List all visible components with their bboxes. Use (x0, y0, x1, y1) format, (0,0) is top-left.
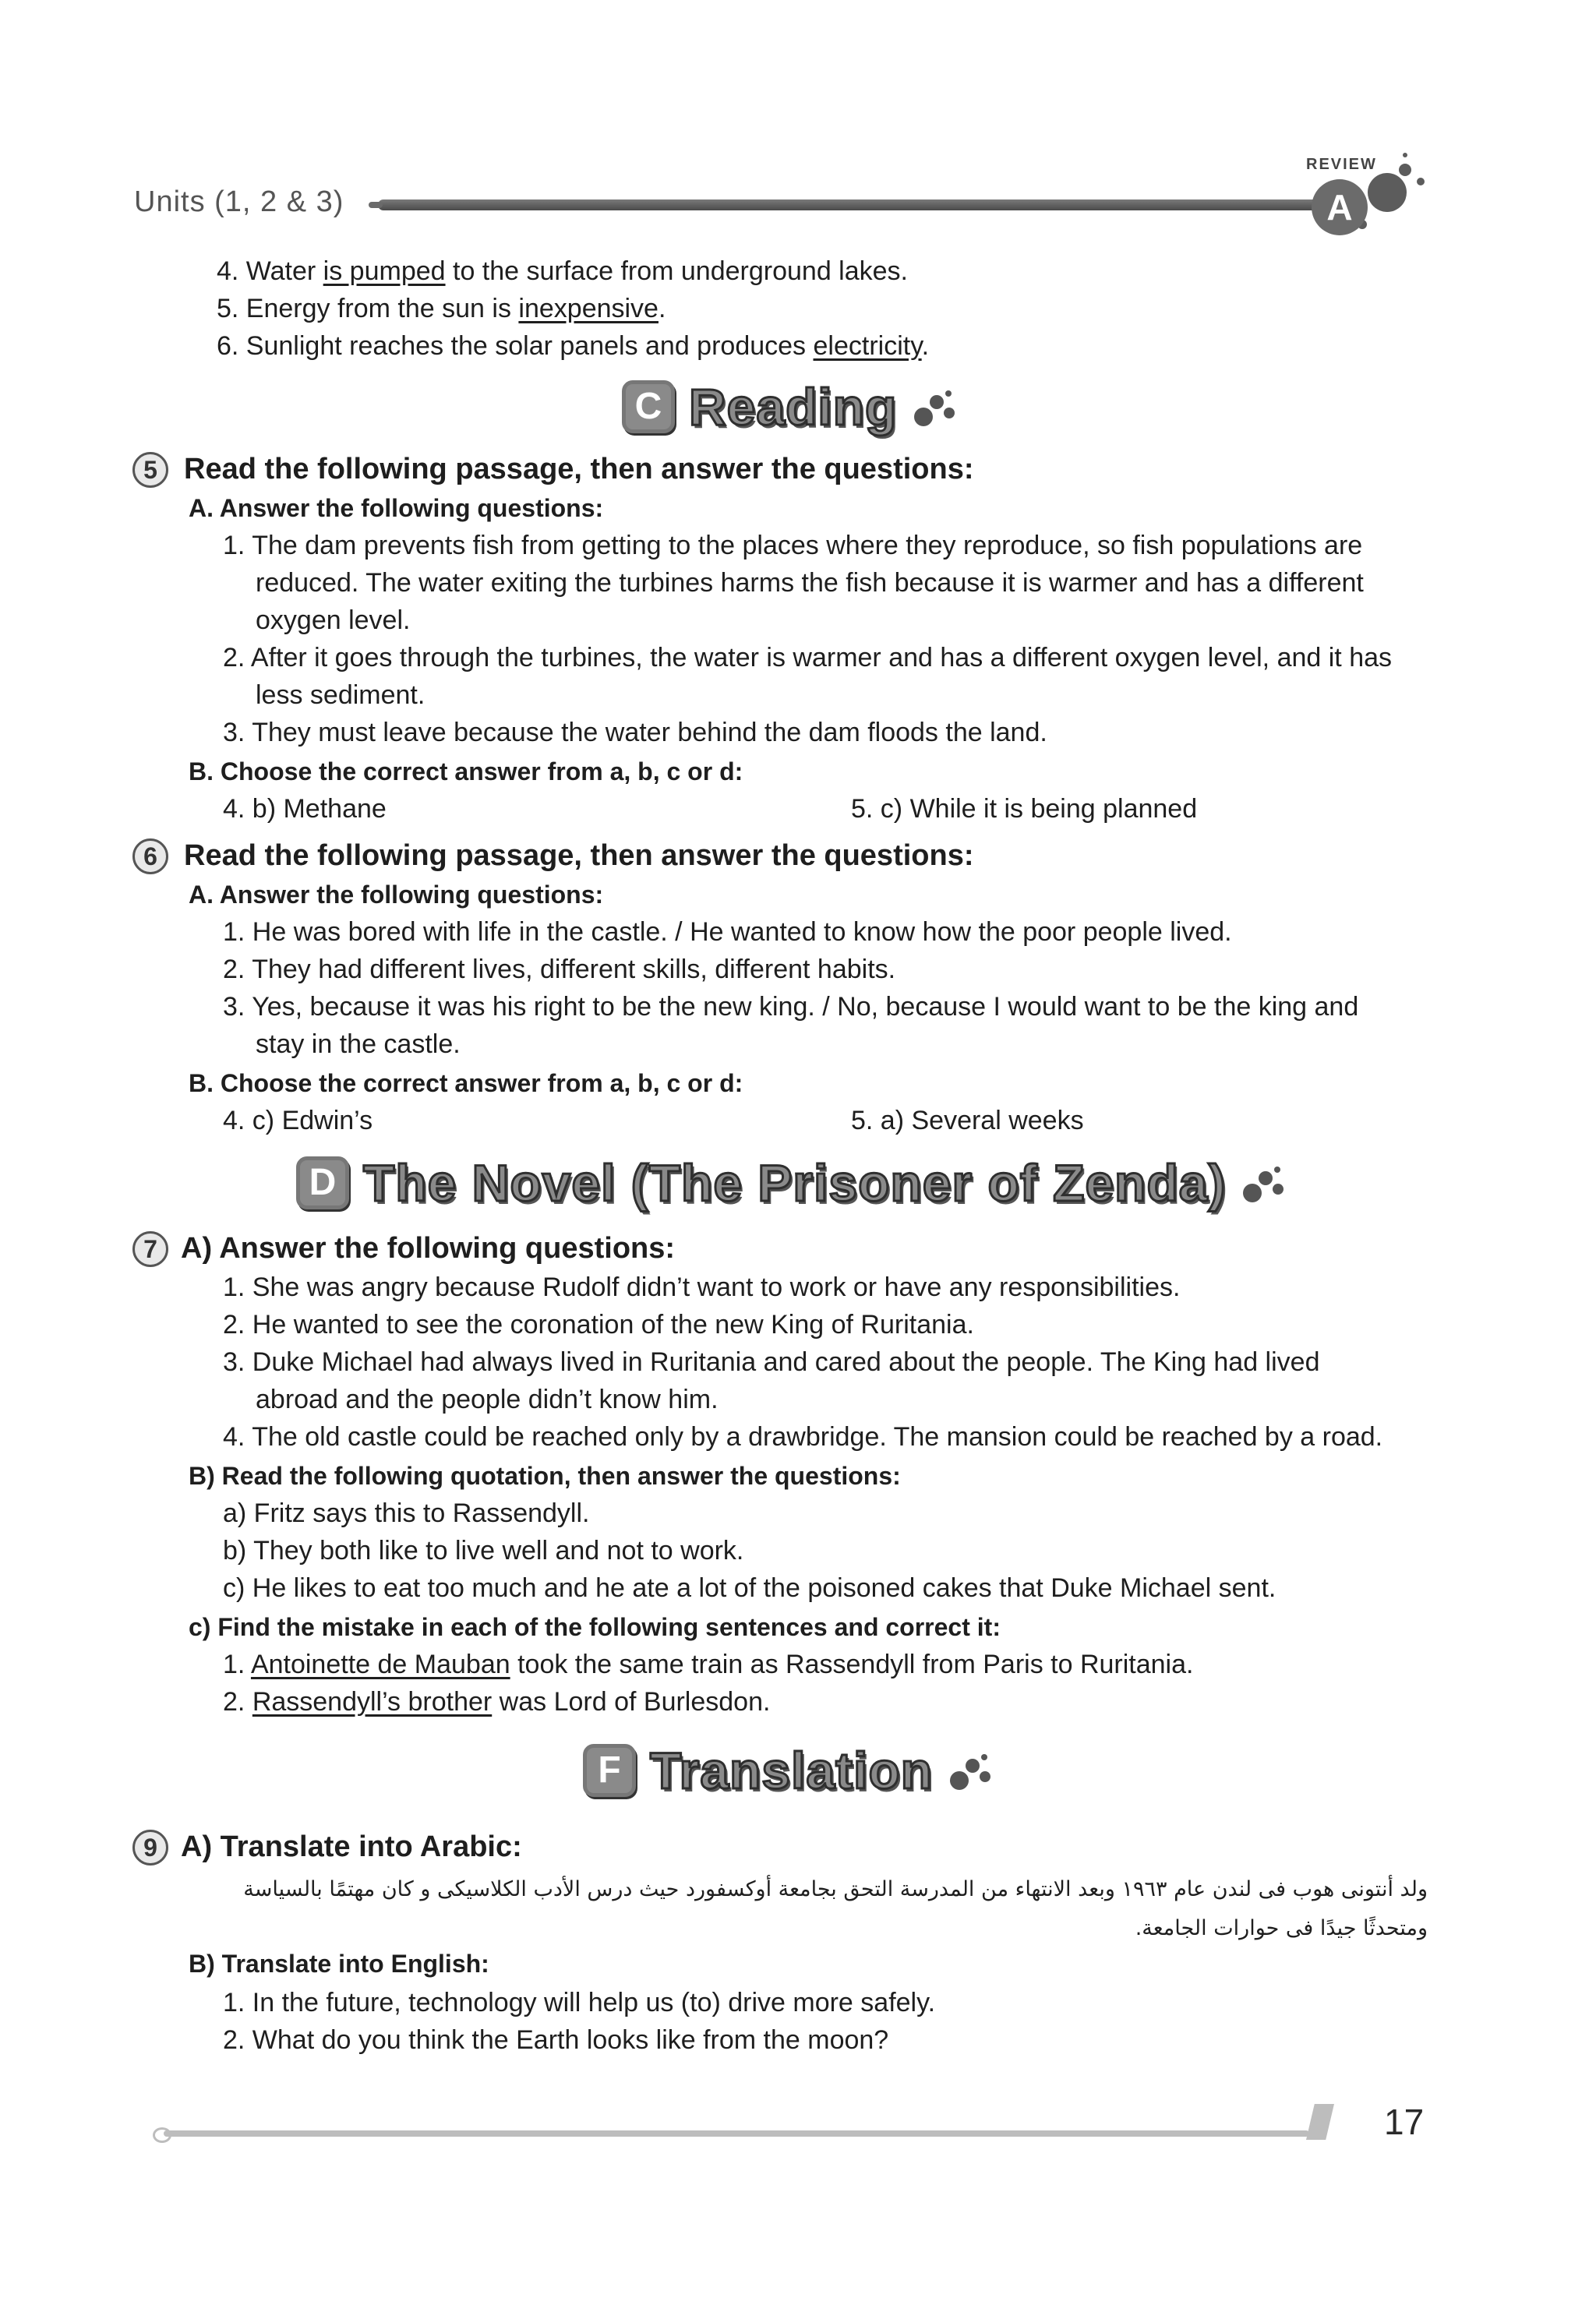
answer-line: 5. c) While it is being planned (851, 794, 1198, 824)
badge-bubble-decoration (1403, 153, 1407, 157)
answer-line: 2. Rassendyll’s brother was Lord of Burlesdon. (223, 1687, 771, 1717)
question-number-badge: 5 (132, 452, 168, 488)
answer-line: 3. They must leave because the water behind the dam floods the land. (223, 718, 1047, 747)
answer-line: 1. She was angry because Rudolf didn’t want to work or have any responsibilities. (223, 1273, 1181, 1302)
answer-line: 2. They had different lives, different skills, different habits. (223, 955, 896, 984)
answer-line-continued: less sediment. (256, 680, 425, 710)
answer-line: 5. Energy from the sun is inexpensive. (217, 294, 666, 323)
answer-line: 4. b) Methane (223, 794, 387, 824)
arabic-translation-line: ومتحدثًا جيدًا فى حوارات الجامعة. (1135, 1916, 1428, 1940)
answer-line: 4. The old castle could be reached only by a drawbridge. The mansion could be reached by a road. (223, 1422, 1383, 1452)
subsection-heading: B. Choose the correct answer from a, b, c or d: (189, 1069, 743, 1097)
section-letter-badge: C (622, 380, 675, 433)
subsection-heading: B. Choose the correct answer from a, b, c or d: (189, 757, 743, 785)
badge-bubble-decoration (1417, 178, 1425, 185)
subsection-heading: B) Translate into English: (189, 1950, 489, 1978)
review-label: REVIEW (1306, 156, 1377, 173)
answer-line: 3. Duke Michael had always lived in Ruritania and cared about the people. The King had lived (223, 1347, 1320, 1377)
answer-line: 2. He wanted to see the coronation of the new King of Ruritania. (223, 1310, 974, 1340)
answer-line-continued: stay in the castle. (256, 1029, 461, 1059)
answer-line-continued: reduced. The water exiting the turbines harms the fish because it is warmer and has a different (256, 568, 1364, 598)
section-title: The Novel (The Prisoner of Zenda) (363, 1154, 1227, 1212)
section-title: Translation (650, 1742, 934, 1799)
answer-line: 1. He was bored with life in the castle. / He wanted to know how the poor people lived. (223, 917, 1232, 947)
splash-icon (911, 384, 959, 429)
answer-line-continued: oxygen level. (256, 605, 411, 635)
splash-icon (1240, 1160, 1288, 1205)
question-title: Read the following passage, then answer the questions: (184, 839, 974, 872)
answer-line-continued: abroad and the people didn’t know him. (256, 1385, 719, 1414)
answer-line: 2. After it goes through the turbines, the water is warmer and has a different oxygen level, and it has (223, 643, 1393, 672)
section-letter-badge: D (296, 1156, 349, 1209)
page-number: 17 (1384, 2102, 1425, 2142)
review-badge: A (1312, 179, 1368, 235)
answer-line: 1. Antoinette de Mauban took the same train as Rassendyll from Paris to Ruritania. (223, 1650, 1194, 1679)
question-title: Read the following passage, then answer the questions: (184, 453, 974, 485)
answer-line: a) Fritz says this to Rassendyll. (223, 1498, 590, 1528)
answer-line: b) They both like to live well and not to work. (223, 1536, 744, 1565)
section-heading-reading (622, 377, 959, 436)
footer-ramp-decoration (1306, 2104, 1334, 2140)
badge-bubble-decoration (1399, 164, 1411, 176)
section-letter-badge: F (583, 1744, 636, 1797)
subsection-heading: A. Answer the following questions: (189, 881, 604, 909)
splash-icon (947, 1748, 995, 1793)
answer-line: 1. In the future, technology will help us (to) drive more safely. (223, 1988, 936, 2017)
footer-rule (164, 2130, 1309, 2137)
subsection-heading: B) Read the following quotation, then answer the questions: (189, 1462, 901, 1490)
subsection-heading: c) Find the mistake in each of the following sentences and correct it: (189, 1613, 1001, 1641)
units-header: Units (1, 2 & 3) (134, 185, 344, 218)
question-title: A) Translate into Arabic: (181, 1830, 522, 1863)
answer-line: 4. c) Edwin’s (223, 1106, 373, 1135)
arabic-translation-line: ولد أنتونى هوب فى لندن عام ١٩٦٣ وبعد الانتهاء من المدرسة التحق بجامعة أوكسفورد حيث درس الأدب الكلاسيكى و كان مهتمًا بالسياسة (243, 1877, 1428, 1901)
subsection-heading: A. Answer the following questions: (189, 494, 604, 522)
answer-line: 4. Water is pumped to the surface from underground lakes. (217, 256, 908, 286)
answer-line: 2. What do you think the Earth looks like from the moon? (223, 2025, 889, 2055)
answer-line: 1. The dam prevents fish from getting to the places where they reproduce, so fish populations are (223, 531, 1363, 560)
section-heading-translation (583, 1741, 995, 1800)
badge-bubble-decoration (1368, 173, 1407, 212)
section-title: Reading (689, 378, 898, 436)
question-title: A) Answer the following questions: (181, 1232, 676, 1265)
answer-line: c) He likes to eat too much and he ate a lot of the poisoned cakes that Duke Michael sent. (223, 1573, 1276, 1603)
section-heading-novel (296, 1153, 1288, 1213)
answer-line: 3. Yes, because it was his right to be the new king. / No, because I would want to be the king and (223, 992, 1359, 1022)
question-number-badge: 9 (132, 1830, 168, 1866)
answer-line: 6. Sunlight reaches the solar panels and produces electricity. (217, 331, 930, 361)
question-number-badge: 6 (132, 838, 168, 874)
header-rule (378, 199, 1321, 210)
answer-line: 5. a) Several weeks (851, 1106, 1084, 1135)
question-number-badge: 7 (132, 1231, 168, 1267)
